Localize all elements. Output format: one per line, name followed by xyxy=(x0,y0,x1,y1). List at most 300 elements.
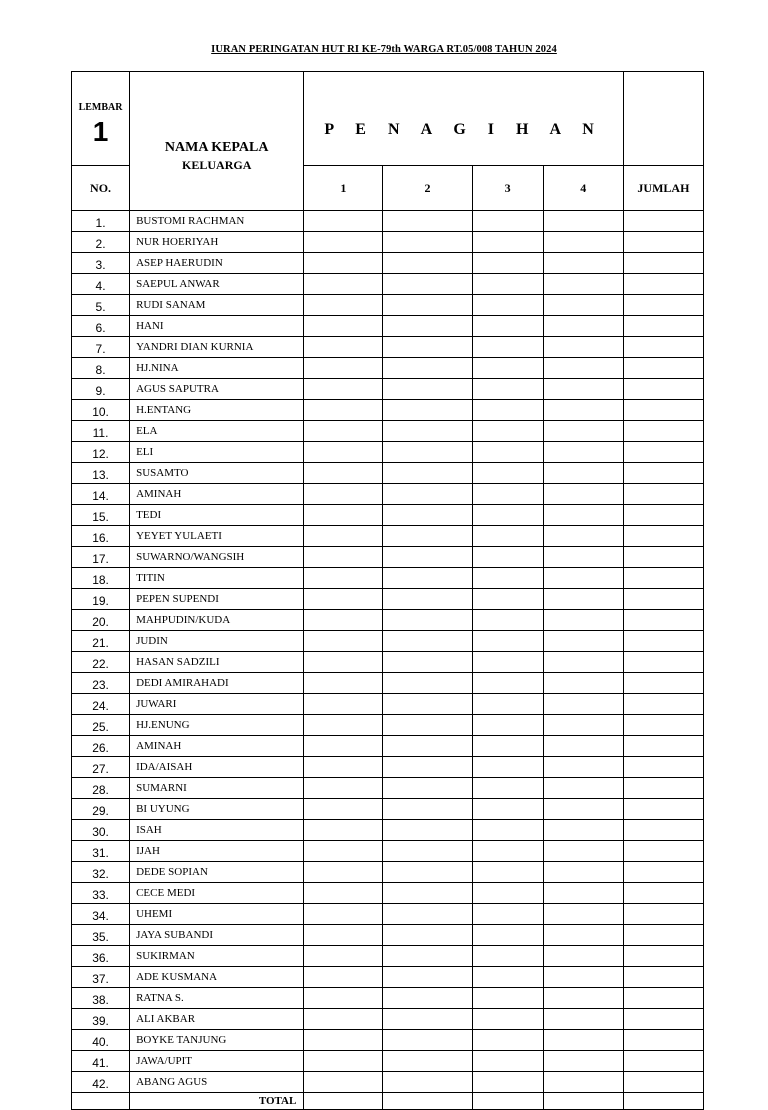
installment-3-cell xyxy=(472,526,543,547)
penagihan-header: P E N A G I H A N xyxy=(304,72,624,166)
jumlah-cell xyxy=(623,421,703,442)
row-number: 29. xyxy=(72,799,130,820)
table-row xyxy=(72,253,704,274)
household-head-name: PEPEN SUPENDI xyxy=(130,589,304,610)
household-head-name: H.ENTANG xyxy=(130,400,304,421)
installment-3-cell xyxy=(472,883,543,904)
installment-1-cell xyxy=(304,988,383,1009)
household-head-name: TITIN xyxy=(130,568,304,589)
total-label: TOTAL xyxy=(130,1093,304,1110)
installment-2-cell xyxy=(383,589,472,610)
no-column-header: NO. xyxy=(72,166,130,211)
household-head-name: ISAH xyxy=(130,820,304,841)
installment-4-cell xyxy=(543,841,623,862)
installment-2-cell xyxy=(383,715,472,736)
row-number: 32. xyxy=(72,862,130,883)
installment-4-cell xyxy=(543,610,623,631)
total-row-no-cell xyxy=(72,1093,130,1110)
row-number: 26. xyxy=(72,736,130,757)
table-row xyxy=(72,694,704,715)
installment-4-cell xyxy=(543,904,623,925)
household-head-name: ELA xyxy=(130,421,304,442)
installment-2-cell xyxy=(383,400,472,421)
installment-3-cell xyxy=(472,778,543,799)
jumlah-cell xyxy=(623,463,703,484)
household-head-name: SUKIRMAN xyxy=(130,946,304,967)
table-row xyxy=(72,1009,704,1030)
row-number: 33. xyxy=(72,883,130,904)
table-row xyxy=(72,463,704,484)
row-number: 35. xyxy=(72,925,130,946)
installment-4-header: 4 xyxy=(543,166,623,211)
installment-3-cell xyxy=(472,841,543,862)
jumlah-cell xyxy=(623,610,703,631)
jumlah-cell xyxy=(623,442,703,463)
household-head-name: HANI xyxy=(130,316,304,337)
row-number: 31. xyxy=(72,841,130,862)
table-row xyxy=(72,400,704,421)
row-number: 13. xyxy=(72,463,130,484)
row-number: 39. xyxy=(72,1009,130,1030)
household-head-name: NUR HOERIYAH xyxy=(130,232,304,253)
installment-2-cell xyxy=(383,736,472,757)
jumlah-cell xyxy=(623,799,703,820)
installment-4-cell xyxy=(543,547,623,568)
installment-2-cell xyxy=(383,1009,472,1030)
jumlah-cell xyxy=(623,820,703,841)
installment-1-cell xyxy=(304,1072,383,1093)
installment-2-cell xyxy=(383,526,472,547)
jumlah-cell xyxy=(623,841,703,862)
installment-1-cell xyxy=(304,862,383,883)
installment-3-cell xyxy=(472,862,543,883)
installment-2-cell xyxy=(383,442,472,463)
installment-1-cell xyxy=(304,694,383,715)
installment-4-cell xyxy=(543,232,623,253)
jumlah-cell xyxy=(623,1051,703,1072)
household-head-name: HASAN SADZILI xyxy=(130,652,304,673)
row-number: 41. xyxy=(72,1051,130,1072)
row-number: 19. xyxy=(72,589,130,610)
jumlah-cell xyxy=(623,631,703,652)
installment-2-cell xyxy=(383,1030,472,1051)
row-number: 14. xyxy=(72,484,130,505)
household-head-name: ALI AKBAR xyxy=(130,1009,304,1030)
installment-4-cell xyxy=(543,967,623,988)
jumlah-cell xyxy=(623,547,703,568)
installment-3-cell xyxy=(472,694,543,715)
installment-2-cell xyxy=(383,295,472,316)
row-number: 4. xyxy=(72,274,130,295)
household-head-name: ADE KUSMANA xyxy=(130,967,304,988)
installment-1-cell xyxy=(304,1051,383,1072)
table-row xyxy=(72,316,704,337)
jumlah-cell xyxy=(623,274,703,295)
household-head-name: YANDRI DIAN KURNIA xyxy=(130,337,304,358)
table-row xyxy=(72,988,704,1009)
row-number: 12. xyxy=(72,442,130,463)
installment-1-cell xyxy=(304,820,383,841)
table-row xyxy=(72,442,704,463)
jumlah-cell xyxy=(623,1009,703,1030)
table-row xyxy=(72,421,704,442)
jumlah-header-top xyxy=(623,72,703,166)
installment-1-cell xyxy=(304,610,383,631)
installment-1-header: 1 xyxy=(304,166,383,211)
row-number: 23. xyxy=(72,673,130,694)
installment-2-cell xyxy=(383,274,472,295)
jumlah-cell xyxy=(623,316,703,337)
table-row xyxy=(72,757,704,778)
installment-2-cell xyxy=(383,505,472,526)
installment-2-cell xyxy=(383,862,472,883)
jumlah-cell xyxy=(623,232,703,253)
total-installment-3-cell xyxy=(472,1093,543,1110)
household-head-name: UHEMI xyxy=(130,904,304,925)
installment-3-cell xyxy=(472,757,543,778)
row-number: 27. xyxy=(72,757,130,778)
household-head-name: HJ.ENUNG xyxy=(130,715,304,736)
installment-1-cell xyxy=(304,484,383,505)
installment-3-cell xyxy=(472,631,543,652)
table-row xyxy=(72,232,704,253)
jumlah-cell xyxy=(623,988,703,1009)
installment-4-cell xyxy=(543,673,623,694)
installment-3-cell xyxy=(472,253,543,274)
household-head-name: ASEP HAERUDIN xyxy=(130,253,304,274)
lembar-cell xyxy=(72,72,130,166)
installment-2-cell xyxy=(383,484,472,505)
household-head-name: BI UYUNG xyxy=(130,799,304,820)
household-head-name: AMINAH xyxy=(130,736,304,757)
jumlah-cell xyxy=(623,295,703,316)
household-head-name: TEDI xyxy=(130,505,304,526)
installment-1-cell xyxy=(304,400,383,421)
table-row xyxy=(72,946,704,967)
row-number: 21. xyxy=(72,631,130,652)
installment-1-cell xyxy=(304,673,383,694)
installment-3-cell xyxy=(472,400,543,421)
installment-1-cell xyxy=(304,883,383,904)
household-head-name: RUDI SANAM xyxy=(130,295,304,316)
installment-1-cell xyxy=(304,505,383,526)
installment-1-cell xyxy=(304,778,383,799)
household-head-name: JAWA/UPIT xyxy=(130,1051,304,1072)
household-head-name: HJ.NINA xyxy=(130,358,304,379)
household-head-name: BOYKE TANJUNG xyxy=(130,1030,304,1051)
installment-1-cell xyxy=(304,379,383,400)
installment-2-cell xyxy=(383,988,472,1009)
installment-2-cell xyxy=(383,820,472,841)
jumlah-cell xyxy=(623,652,703,673)
installment-1-cell xyxy=(304,799,383,820)
installment-3-cell xyxy=(472,1030,543,1051)
installment-2-cell xyxy=(383,652,472,673)
installment-2-cell xyxy=(383,757,472,778)
jumlah-cell xyxy=(623,904,703,925)
installment-1-cell xyxy=(304,652,383,673)
installment-1-cell xyxy=(304,421,383,442)
household-head-name: ELI xyxy=(130,442,304,463)
jumlah-cell xyxy=(623,253,703,274)
installment-1-cell xyxy=(304,715,383,736)
installment-1-cell xyxy=(304,841,383,862)
jumlah-cell xyxy=(623,358,703,379)
installment-2-cell xyxy=(383,799,472,820)
installment-4-cell xyxy=(543,1072,623,1093)
jumlah-cell xyxy=(623,946,703,967)
table-row xyxy=(72,379,704,400)
jumlah-cell xyxy=(623,484,703,505)
installment-2-cell xyxy=(383,253,472,274)
installment-3-header: 3 xyxy=(472,166,543,211)
installment-3-cell xyxy=(472,988,543,1009)
household-head-name: YEYET YULAETI xyxy=(130,526,304,547)
name-header-line2: KELUARGA xyxy=(182,157,252,172)
installment-4-cell xyxy=(543,757,623,778)
row-number: 1. xyxy=(72,211,130,232)
table-row xyxy=(72,1051,704,1072)
installment-2-cell xyxy=(383,211,472,232)
table-row xyxy=(72,1030,704,1051)
total-installment-1-cell xyxy=(304,1093,383,1110)
installment-2-cell xyxy=(383,463,472,484)
installment-2-cell xyxy=(383,421,472,442)
installment-1-cell xyxy=(304,274,383,295)
row-number: 2. xyxy=(72,232,130,253)
installment-4-cell xyxy=(543,421,623,442)
installment-2-cell xyxy=(383,631,472,652)
installment-3-cell xyxy=(472,610,543,631)
lembar-label: LEMBAR xyxy=(78,102,123,113)
installment-3-cell xyxy=(472,232,543,253)
table-row xyxy=(72,967,704,988)
jumlah-cell xyxy=(623,505,703,526)
table-row xyxy=(72,295,704,316)
installment-4-cell xyxy=(543,274,623,295)
installment-4-cell xyxy=(543,883,623,904)
table-row xyxy=(72,925,704,946)
installment-4-cell xyxy=(543,631,623,652)
installment-4-cell xyxy=(543,505,623,526)
table-row xyxy=(72,715,704,736)
jumlah-cell xyxy=(623,694,703,715)
installment-4-cell xyxy=(543,1051,623,1072)
jumlah-cell xyxy=(623,778,703,799)
installment-1-cell xyxy=(304,1030,383,1051)
installment-1-cell xyxy=(304,967,383,988)
installment-3-cell xyxy=(472,421,543,442)
table-row xyxy=(72,484,704,505)
installment-1-cell xyxy=(304,631,383,652)
total-jumlah-cell xyxy=(623,1093,703,1110)
row-number: 9. xyxy=(72,379,130,400)
installment-2-cell xyxy=(383,946,472,967)
installment-4-cell xyxy=(543,253,623,274)
table-row xyxy=(72,1072,704,1093)
row-number: 37. xyxy=(72,967,130,988)
installment-3-cell xyxy=(472,1051,543,1072)
installment-1-cell xyxy=(304,736,383,757)
jumlah-cell xyxy=(623,568,703,589)
table-row xyxy=(72,862,704,883)
row-number: 38. xyxy=(72,988,130,1009)
installment-4-cell xyxy=(543,988,623,1009)
installment-4-cell xyxy=(543,589,623,610)
row-number: 7. xyxy=(72,337,130,358)
installment-2-cell xyxy=(383,841,472,862)
jumlah-cell xyxy=(623,862,703,883)
installment-4-cell xyxy=(543,652,623,673)
installment-4-cell xyxy=(543,736,623,757)
household-head-name: ABANG AGUS xyxy=(130,1072,304,1093)
installment-4-cell xyxy=(543,484,623,505)
installment-1-cell xyxy=(304,925,383,946)
installment-1-cell xyxy=(304,1009,383,1030)
household-head-name: AGUS SAPUTRA xyxy=(130,379,304,400)
installment-3-cell xyxy=(472,589,543,610)
row-number: 17. xyxy=(72,547,130,568)
installment-4-cell xyxy=(543,316,623,337)
row-number: 40. xyxy=(72,1030,130,1051)
jumlah-cell xyxy=(623,337,703,358)
installment-2-cell xyxy=(383,568,472,589)
installment-3-cell xyxy=(472,379,543,400)
installment-3-cell xyxy=(472,715,543,736)
installment-4-cell xyxy=(543,526,623,547)
installment-3-cell xyxy=(472,568,543,589)
table-row xyxy=(72,883,704,904)
total-row xyxy=(72,1093,704,1110)
installment-1-cell xyxy=(304,568,383,589)
installment-4-cell xyxy=(543,295,623,316)
household-head-name: AMINAH xyxy=(130,484,304,505)
table-row xyxy=(72,505,704,526)
household-head-name: BUSTOMI RACHMAN xyxy=(130,211,304,232)
jumlah-column-header: JUMLAH xyxy=(623,166,703,211)
jumlah-cell xyxy=(623,400,703,421)
installment-2-cell xyxy=(383,883,472,904)
table-row xyxy=(72,841,704,862)
jumlah-cell xyxy=(623,211,703,232)
installment-3-cell xyxy=(472,484,543,505)
row-number: 22. xyxy=(72,652,130,673)
installment-4-cell xyxy=(543,1030,623,1051)
table-row xyxy=(72,337,704,358)
installment-4-cell xyxy=(543,820,623,841)
installment-3-cell xyxy=(472,295,543,316)
installment-3-cell xyxy=(472,967,543,988)
installment-3-cell xyxy=(472,337,543,358)
jumlah-cell xyxy=(623,526,703,547)
household-head-name: JUDIN xyxy=(130,631,304,652)
installment-4-cell xyxy=(543,862,623,883)
installment-4-cell xyxy=(543,400,623,421)
installment-4-cell xyxy=(543,568,623,589)
installment-4-cell xyxy=(543,358,623,379)
table-row xyxy=(72,526,704,547)
installment-4-cell xyxy=(543,778,623,799)
household-head-name: SUWARNO/WANGSIH xyxy=(130,547,304,568)
row-number: 10. xyxy=(72,400,130,421)
household-head-name: RATNA S. xyxy=(130,988,304,1009)
installment-2-cell xyxy=(383,232,472,253)
installment-3-cell xyxy=(472,652,543,673)
household-head-name: JAYA SUBANDI xyxy=(130,925,304,946)
household-head-name: MAHPUDIN/KUDA xyxy=(130,610,304,631)
installment-3-cell xyxy=(472,211,543,232)
installment-1-cell xyxy=(304,211,383,232)
installment-4-cell xyxy=(543,694,623,715)
household-head-name: DEDI AMIRAHADI xyxy=(130,673,304,694)
installment-1-cell xyxy=(304,337,383,358)
installment-1-cell xyxy=(304,547,383,568)
table-row xyxy=(72,274,704,295)
installment-3-cell xyxy=(472,358,543,379)
installment-3-cell xyxy=(472,1072,543,1093)
installment-2-cell xyxy=(383,904,472,925)
installment-4-cell xyxy=(543,946,623,967)
installment-3-cell xyxy=(472,547,543,568)
installment-1-cell xyxy=(304,526,383,547)
row-number: 5. xyxy=(72,295,130,316)
installment-2-cell xyxy=(383,967,472,988)
table-row xyxy=(72,904,704,925)
installment-3-cell xyxy=(472,925,543,946)
jumlah-cell xyxy=(623,757,703,778)
installment-3-cell xyxy=(472,274,543,295)
row-number: 36. xyxy=(72,946,130,967)
table-row xyxy=(72,568,704,589)
installment-2-cell xyxy=(383,337,472,358)
total-installment-2-cell xyxy=(383,1093,472,1110)
row-number: 16. xyxy=(72,526,130,547)
installment-2-cell xyxy=(383,547,472,568)
household-head-name: SUMARNI xyxy=(130,778,304,799)
installment-4-cell xyxy=(543,337,623,358)
row-number: 24. xyxy=(72,694,130,715)
table-row xyxy=(72,736,704,757)
table-row xyxy=(72,799,704,820)
row-number: 3. xyxy=(72,253,130,274)
installment-2-cell xyxy=(383,610,472,631)
table-row xyxy=(72,778,704,799)
installment-3-cell xyxy=(472,463,543,484)
row-number: 6. xyxy=(72,316,130,337)
installment-1-cell xyxy=(304,589,383,610)
table-row xyxy=(72,547,704,568)
jumlah-cell xyxy=(623,715,703,736)
installment-3-cell xyxy=(472,820,543,841)
table-row xyxy=(72,631,704,652)
document-title: IURAN PERINGATAN HUT RI KE-79th WARGA RT.05/008 TAHUN 2024 xyxy=(211,44,557,55)
table-row xyxy=(72,673,704,694)
jumlah-cell xyxy=(623,589,703,610)
jumlah-cell xyxy=(623,1030,703,1051)
installment-1-cell xyxy=(304,232,383,253)
installment-1-cell xyxy=(304,253,383,274)
installment-3-cell xyxy=(472,946,543,967)
installment-2-cell xyxy=(383,358,472,379)
total-installment-4-cell xyxy=(543,1093,623,1110)
table-row xyxy=(72,358,704,379)
installment-1-cell xyxy=(304,463,383,484)
installment-2-cell xyxy=(383,1051,472,1072)
jumlah-cell xyxy=(623,736,703,757)
installment-3-cell xyxy=(472,316,543,337)
jumlah-cell xyxy=(623,673,703,694)
jumlah-cell xyxy=(623,883,703,904)
